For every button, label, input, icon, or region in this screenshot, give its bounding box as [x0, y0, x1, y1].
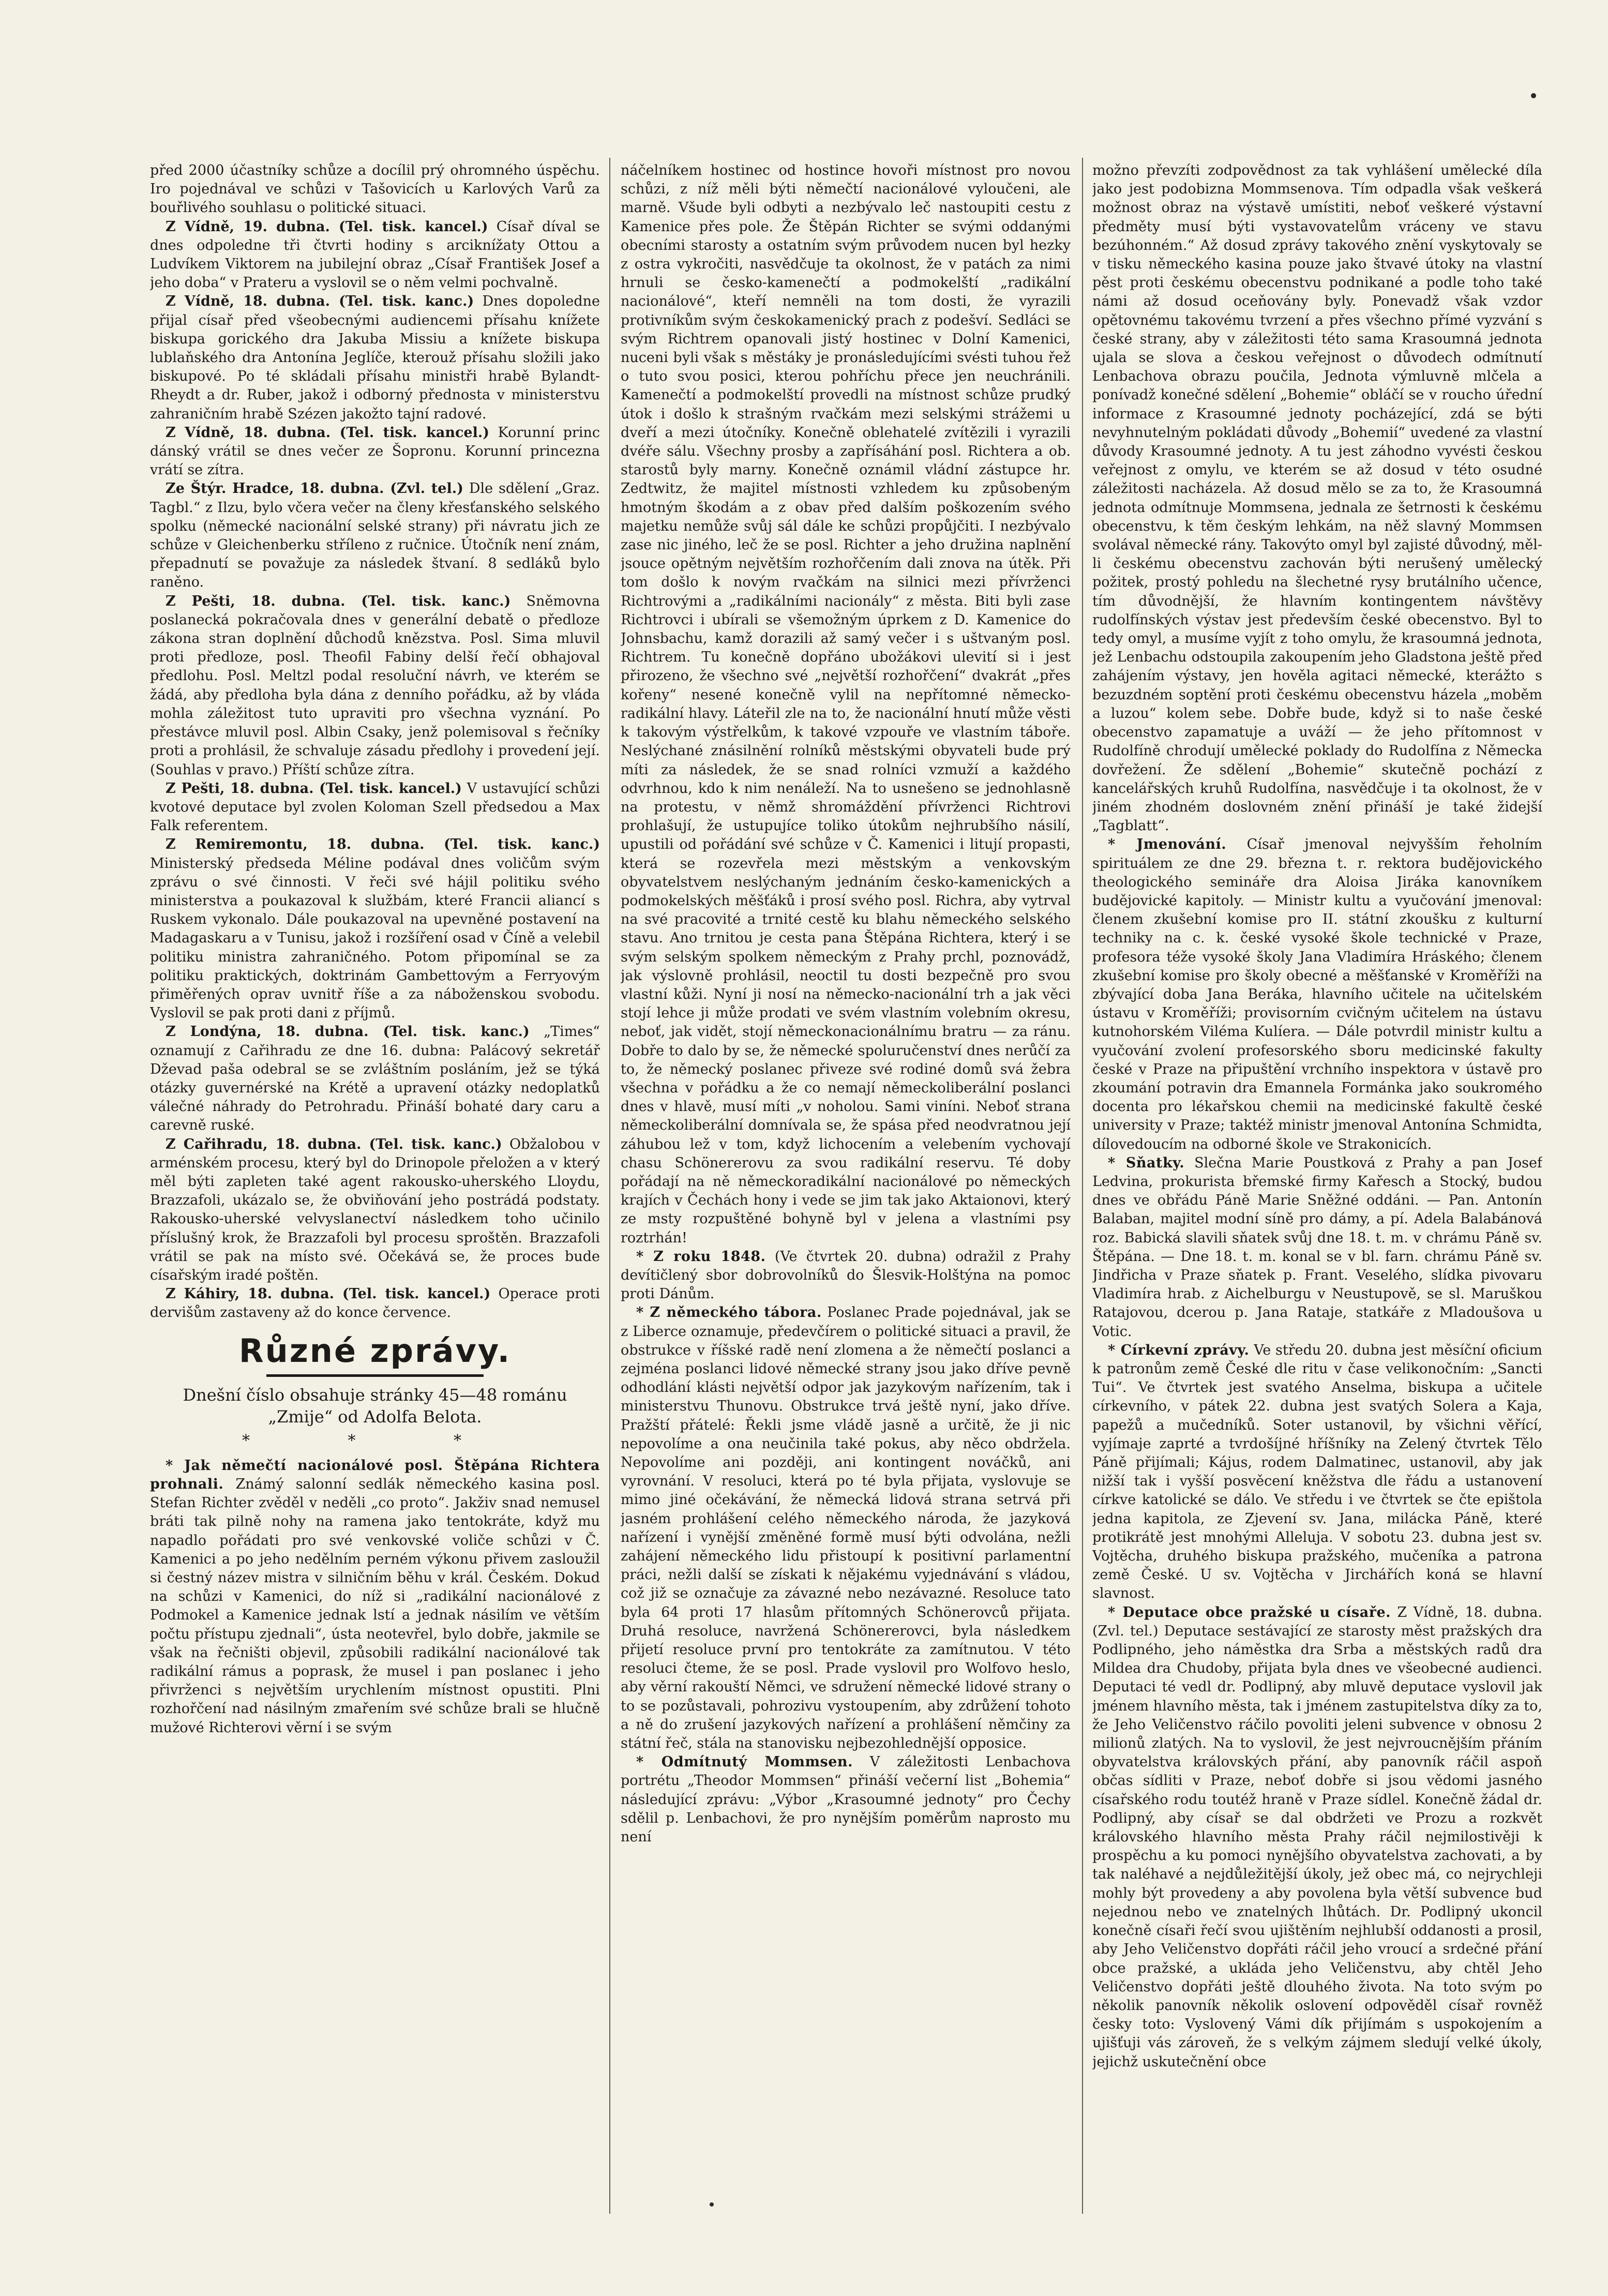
article-paragraph	[1092, 161, 1542, 835]
dateline: Z Londýna, 18. dubna. (Tel. tisk. kanc.)	[166, 1024, 530, 1040]
article-text: Z Vídně, 18. dubna. (Zvl. tel.) Deputace sestávající ze starosty měst pražských dra Podlipného, jeho náměstka dra Srba a městských radů dra Mildea dra Chudoby, přijata byla dnes ve všeobecné audienci. Deputaci té vedl dr. Podlipný, aby mluvě deputace vyslovil jak jménem hlavního města, tak i jménem zastupitelstva díky za to, že Jeho Veličenstvo ráčilo povoliti jeleni subvence v obnosu 2 milionů zlatých. Na to vyslovil, že jest nejvroucnějším přáním obyvatelstva královských přání, aby panovník ráčil aspoň občas sídliti v Praze, neboť dobře si jsou vědomi jasného císařského rodu toutéž hraně v Praze sídlel. Konečně žádal dr. Podlipný, aby císař se dal obdržeti ve Prozu a rozkvět královského hlavního města Prahy ráčil nejmilostivěji k prospěchu a ku pomoci nynějšího obyvatelstva zachovati, a by tak naléhavé a nejdůležitější úkoly, jež obec má, co nejrychleji mohly být provedeny a aby povolena byla větší subvence bud nejednou nebo ve znatelných lhůtách. Dr. Podlipný ukoncil konečně císaři řečí svou ujištěním nejhlubší oddanosti a prosil, aby Jeho Veličenstvo dopřáti ráčil jeho vroucí a srdečné přání obce pražské, a ukláda jeho Veličenstvu, aby chtěl Jeho Veličenstvo dopřáti ještě dlouhého života. Na toto svým po několik panovník několik oslovení odpověděl císař rovněž česky toto: Vyslovený Vámi dík přijímám s uspokojením a ujišťuji vás zároveň, že s velkým zájmem sledují velké úkoly, jejichž uskutečnění obce	[1092, 1604, 1542, 2070]
article-paragraph	[150, 592, 600, 779]
article-text: Dle sdělení „Graz. Tagbl.“ z Ilzu, bylo včera večer na členy křesťanského selského spolku (německé nacionální selské strany) při návratu jich ze schůze v Gleichenberku stříleno z ručnice. Útočník není znám, přepadnutí se považuje za následek štvaní. 8 sedláků bylo raněno.	[150, 481, 600, 591]
article-paragraph	[150, 218, 600, 293]
right-column	[1092, 161, 1542, 2225]
dateline: Ze Štýr. Hradce, 18. dubna. (Zvl. tel.)	[166, 481, 463, 497]
article-text: možno převzíti zodpovědnost za tak vyhlášení umělecké díla jako jest podobizna Mommsenova. Tím odpadla však veškerá možnost obraz na výstavě umístiti, neboť veškeré výstavní předměty musí býti vystavovatelům vráceny ve stavu bezúhonném.“ Až dosud zprávy takového znění vyskytovaly se v tisku německého kasina pouze jako štvavé útoky na vlastní pěst proti českému obecenstvu podnikané a podle toho také námi až dosud oceňovány byly. Ponevadž však vzdor opětovnému takovému tvrzení a přes všechno přímé vyzvání s české strany, aby v záležitosti této sama Krasoumná jednota ujala se slova a českou veřejnost o důvodech odmítnutí Lenbachova obrazu poučila, Jednota výmluvně mlčela a ponívadž konečné sdělení „Bohemie“ obláčí se v roucho úřední informace z Krasoumné jednoty pocházející, zdá se býti nevyhnutelným pokládati důvody „Bohemií“ uvedené za vlastní důvody Krasoumné jednoty. A tu jest záhodno vyvésti českou veřejnost z omylu, ve kterém se až dosud v této osudné záležitosti nacházela. Až dosud mělo se za to, že Krasoumná jednota odmítnuje Mommsena, jednala ze šetrnosti k českému obecenstvu, k těm českým lehkám, na něž slavný Mommsen svolával německé rány. Takovýto omyl byl zajisté důvodný, měl-li českému obecenstvu zachován býti nerušený umělecký požitek, prostý pohledu na šlechetné rysy brutálního učence, tím důvodnější, že hlavním kontingentem návštěvy rudolfínských výstav jest především české obecenstvo. Byl to tedy omyl, a musíme vyjít z toho omylu, že krasoumná jednota, jež Lenbachu odstoupila zakoupením jeho Gladstona ještě před zahájením výstavy, jen hověla agitaci německé, kterážto s bezuzdném soptění proti českému obecenstvu házela „moběm a luzou“ kolem sebe. Dobře bude, když si to naše české obecenstvo zapamatuje a uváží — že jeho přítomnost v Rudolfíně chrodují umělecké poklady do Rudolfína z Německa dovřežení. Že sdělení „Bohemie“ skutečně pochází z kancelářských kruhů Rudolfína, nasvědčuje i ta okolnost, že v jiném zhodném doslovném znění přináší je také židejší „Tagblatt“.	[1092, 162, 1542, 834]
left-column	[150, 161, 600, 2225]
dateline: Z Cařihradu, 18. dubna. (Tel. tisk. kanc.)	[166, 1136, 502, 1152]
article-text: Obžalobou v arménském procesu, který byl do Drinopole přeložen a v který měl býti zapleten také agent rakousko-uherského Lloydu, Brazzafoli, ukázalo se, že obviňování jeho postrádá podstaty. Rakousko-uherské velvyslanectví následkem toho učinilo příslušný krok, že Brazzafoli byl procesu sproštěn. Brazzafoli vrátil se pak na místo své. Očekává se, že proces bude císařským iradé poštěn.	[150, 1136, 600, 1283]
article-paragraph	[150, 161, 600, 218]
section-title: Různé zprávy.	[238, 1331, 512, 1370]
article-paragraph	[150, 779, 600, 836]
column-rule-1	[609, 158, 610, 2214]
article-heading: * Odmítnutý Mommsen.	[636, 1754, 853, 1770]
article-text: náčelníkem hostinec od hostince hovoři místnost pro novou schůzi, z níž měli býti němečtí nacionálové vyloučeni, ale marně. Všude byli odbyti a nezbývalo leč nastoupiti cestu z Kamenice přes pole. Že Štěpán Richter se svými oddanými obecními starosty a ostatním svým průvodem nucen byl hezky z ostra vykročiti, nasvědčuje ta okolnost, že v patách za nimi hrnuli se česko-kamenečtí a podmokelští „radikální nacionálové“, kteří nemněli na tom dosti, že vyrazili protivníkům svým českokamenický prach z podešví. Sedláci se svým Richtrem opanovali jistý hostinec v Dolní Kamenici, nuceni byli však s městáky je pronásledujícími svésti tuhou řež o tuto svou posici, kterou pohříchu přece jen neuchránili. Kamenečtí a podmokelští provedli na místnost schůze prudký útok i došlo k strašným rvačkám mezi selskými strážemi u dveří a mezi útočníky. Konečně oblehatelé zvítězili i vyrazili dvéře sálu. Všechny prosby a zapřísáhání posl. Richtera a ob. starostů byly marny. Konečně oznámil vládní zástupce hr. Zedtwitz, že majitel místnosti vzhledem ku způsobeným hmotným škodám a z obav před dalším poškozením svého majetku nemůže svůj sál dále ke schůzi propůjčiti. I nezbývalo zase nic jiného, leč že se posl. Richter a jeho družina naplnění jsouce opětným největším rozhořčením dali znova na útěk. Při tom došlo k novým rvačkám na silnici mezi přívrženci Richtrovými a „radikálními nacionály“ z města. Biti byli zase Richtrovci i ubírali se všemožným úprkem z D. Kamenice do Johnsbachu, kamž dorazili až samý večer i s uštvaným posl. Richtrem. Tu konečně dopřáno ubožákovi ulevití si i jest přirozeno, že všechno své „největší rozhořčení“ dvakrát „přes kořeny“ nesené konečně vylil na nepřítomné německo-radikální hlavy. Láteřil zle na to, že nacionální hnutí může věsti k takovým výstřelkům, k takové vzpouře ve vlastním táboře. Neslýchané znásilnění rolníků městskými obyvateli bude prý míti za následek, že se snad rolníci vzmuží a každého odvrhnou, kdo k nim nenáleží. Na to usnešeno se jednohlasně na protestu, v němž shromáždění přívrženci Richtrovi prohlašují, že ustupujíce toliko útokům nejhrubšího násilí, upustili od pořádání své schůze v Č. Kamenici i litují propasti, která se rozevřela mezi městským a venkovským obyvatelstvem neslýchaným jednáním česko-kamenických a podmokelských měšťáků i prosí svého posl. Richra, aby vytrval na své pracovité a trnité cestě ku blahu německého selského stavu. Ano trnitou je cesta pana Štěpána Richtera, který i se svým selským spolkem německým z Prahy prchl, poznovádž, jak výslovně prohlásil, neoctil tu dosti bezpečně pro svou vlastní kůži. Nyní ji nosí na německo-nacionální trh a jak věci stojí lehce ji může prodati ve svém vlastním volebním okresu, neboť, jak vidět, stojí německonacionálnímu bratru — za ránu. Dobře to dalo by se, že německé spoluručenství dnes nerůčí za to, že německý poslanec přiveze své rodiné domů svá žebra všechna v pořádku a že co nemají německoliberální poslanci dnes v hlavě, musí míti „v noholou. Sami viníni. Neboť strana německoliberální domnívala se, že spása před neodvratnou její záhubou lež v tom, když lichocením a velebením vychovají chasu Schönererovu za svou radikální reservu. Té doby pořádají na ně německoradikální nacionálové po německých krajích v Čechách hony i vede se jim tak jako Aktaionovi, který ze msty rozpuštěné bohyně byl v jelena a vlastními psy roztrhán!	[621, 162, 1071, 1246]
article-paragraph	[1092, 835, 1542, 1153]
article-text: Poslanec Prade pojednával, jak se z Liberce oznamuje, předevčírem o politické situaci a pravil, že obstrukce v říšské radě není zlomena a že němečtí poslanci a zejména poslanci lidové německé strany jsou jako dříve pevně odhodlání klásti největší odpor jak jazykovým nařízením, tak i ministerstvu Thunovu. Obstrukce trvá ještě nyní, jako dříve. Pražští přátelé: Řekli jsme vládě jasně a určitě, že ji nic nepovolíme a ona neučinila také pokus, aby něco obdržela. Nepovolíme ani později, ani kontingent nováčků, ani vyrovnání. V resoluci, která po té byla přijata, vyslovuje se mimo jiné očekávání, že německá lidová strana setrvá při jasném prohlášení celého německého národa, že jazyková nařízení i vynější změněné formě musí býti odvolána, nežli zahájení německého lidu přistoupí k positivní parlamentní práci, nežli další se získati k nějakému vyjednávání s vládou, což již se označuje za závazné nebo nezávazné. Resoluce tato byla 64 proti 17 hlasům přítomných Schönerovců přijata. Druhá resoluce, navržená Schönererovci, byla následkem přijetí resoluce první pro tentokráte za zamítnutou. V této resoluci čteme, že se posl. Prade vyslovil pro Wolfovo heslo, aby věrní rakouští Němci, ve sdružení německé lidové strany o to se pozůstavali, pohrozivu vystoupením, aby zdrůžení tohoto a ně do zrušení jazykových nařízení a prohlášení němčiny za státní řeč, stála na stanovisku nejbezohlednější opposice.	[621, 1304, 1071, 1752]
article-text: Známý salonní sedlák německého kasina posl. Stefan Richter zvěděl v neděli „co proto“. Jakživ snad nemusel bráti tak pilně nohy na ramena jako tentokráte, když mu napadlo pořádati pro své venkovské voliče schůzi v Č. Kamenici a po jeho nedělním perném výkonu přivem zasloužil si čestný název mistra v silničním běhu v král. Českém. Dokud na schůzi v Kamenici, do níž si „radikální nacionálové z Podmokel a Kamenice jednak lstí a jednak násilím ve větším počtu přístupu zjednali“, ústa neotevřel, bylo dobře, jakmile se však na řečništi objevil, způsobili radikální nacionálové tak radikální rámus a poprask, že musel i pan poslanec i jeho přivrženci s největším urychlením místnost opustiti. Plni rozhořčení nad násilným zmařením své schůze brali se hlučně mužové Richterovi věrní i se svým	[150, 1476, 600, 1736]
dateline: Z Remiremontu, 18. dubna. (Tel. tisk. kanc.)	[166, 836, 600, 853]
section-title-underline	[266, 1374, 484, 1377]
column-rule-2	[1082, 158, 1083, 2214]
article-text: před 2000 účastníky schůze a docílil prý ohromného úspěchu. Iro pojednával ve schůzi v Tašovicích u Karlových Varů za bouřlivého souhlasu o politické situaci.	[150, 162, 600, 216]
article-paragraph	[150, 424, 600, 480]
article-text: Císař díval se dnes odpoledne tři čtvrti hodiny s arciknížaty Ottou a Ludvíkem Viktorem na jubilejní obraz „Císař František Josef a jeho doba“ v Prateru a vyslovil se o něm velmi pochvalně.	[150, 218, 600, 291]
dateline: Z Vídně, 18. dubna. (Tel. tisk. kancel.)	[166, 424, 489, 441]
article-paragraph	[621, 1248, 1071, 1304]
article-text: Ministerský předseda Méline podával dnes voličům svým zprávu o své činnosti. V řeči své hájil politiku svého ministerstva a poukazoval k službám, které Francii aliancí s Ruskem vykonalo. Dále poukazoval na upevněné postavení na Madagaskaru a v Tunisu, jakož i rozšíření osad v Číně a velebil politiku ministra zahraničného. Potom připomínal se za politiku praktických, doktrinám Gambettovým a Ferryovým přiměřených oprav uvnitř říše a za náboženskou svobodu. Vyslovil se pak proti dani z příjmů.	[150, 855, 600, 1022]
article-text: V záležitosti Lenbachova portrétu „Theodor Mommsen“ přináší večerní list „Bohemia“ následující zprávu: „Výbor „Krasoumné jednoty“ pro Čechy sdělil p. Lenbachovi, že pro nynějším poměrům naprosto mu není	[621, 1754, 1071, 1845]
article-paragraph	[150, 835, 600, 1023]
dateline: Z Vídně, 18. dubna. (Tel. tisk. kanc.)	[166, 293, 474, 310]
article-paragraph	[621, 1753, 1071, 1847]
article-text: Sněmovna poslanecká pokračovala dnes v generální debatě o předloze zákona stran doplnění důchodů knězstva. Posl. Sima mluvil proti předloze, posl. Theofil Fabiny delší řečí obhajoval předlohu. Posl. Meltzl podal resoluční návrh, ve kterém se žádá, aby předloha byla dána z denního pořádku, až by vláda mohla záležitost tuto upraviti pro všechna vyznání. Po přestávce mluvil posl. Albin Csaky, jenž polemisoval s řečníky proti a prohlásil, že schvaluje zásadu předlohy i provedení její. (Souhlas v pravo.) Příští schůze zítra.	[150, 593, 600, 778]
article-text: „Times“ oznamují z Cařihradu ze dne 16. dubna: Palácový sekretář Dževad paša odebral se se zvláštním posláním, jež se týká otázky guvernérské na Krétě a upravení otázky nedoplatků válečné náhrady do Petrohradu. Přináší bohaté dary caru a carevně ruské.	[150, 1024, 600, 1134]
middle-column	[621, 161, 1071, 2225]
article-paragraph	[150, 479, 600, 592]
article-heading: * Z německého tábora.	[636, 1304, 822, 1321]
dateline: Z Vídně, 19. dubna. (Tel. tisk. kancel.)	[166, 218, 488, 235]
dateline: Z Pešti, 18. dubna. (Tel. tisk. kanc.)	[166, 593, 511, 609]
article-heading: * Jmenování.	[1108, 836, 1227, 853]
article-paragraph	[1092, 1341, 1542, 1603]
article-heading: * Církevní zprávy.	[1108, 1342, 1250, 1358]
article-text: (Ve čtvrtek 20. dubna) odražil z Prahy devítičlený sbor dobrovolníků do Šlesvik-Holštýna na pomoc proti Dánům.	[621, 1248, 1071, 1302]
article-text: Slečna Marie Poustková z Prahy a pan Josef Ledvina, prokurista břemské firmy Kařesch a Stocký, budou dnes ve obřádu Páně Marie Sněžné oddáni. — Pan. Antonín Balaban, majitel modní síně pro dámy, a pí. Adela Balabánová roz. Babická slavili sňatek svůj dne 18. t. m. v chrámu Páně sv. Štěpána. — Dne 18. t. m. konal se v bl. farn. chrámu Páně sv. Jindřicha v Praze sňatek p. Frant. Veselého, slídka pivovaru Vladimíra hrab. z Aichelburgu v Neustupově, se sl. Maruškou Ratajovou, dcerou p. Jana Rataje, statkáře z Mladoušova u Votic.	[1092, 1154, 1542, 1340]
scan-speck	[710, 2202, 714, 2207]
article-paragraph	[621, 161, 1071, 1248]
article-paragraph	[1092, 1154, 1542, 1341]
article-paragraph	[1092, 1603, 1542, 2072]
article-paragraph	[150, 1135, 600, 1285]
article-heading: * Jak němečtí nacionálové posl. Štěpána Richtera prohnali.	[150, 1457, 600, 1492]
dateline: Z Pešti, 18. dubna. (Tel. tisk. kancel.)	[166, 780, 462, 797]
article-heading: * Deputace obce pražské u císaře.	[1108, 1604, 1391, 1620]
article-text: Císař jmenoval nejvyšším řeholním spirituálem ze dne 29. března t. r. rektora budějovického theologického semináře dra Aloisa Jiráka kanovníkem budějovické kapitoly. — Ministr kultu a vyučování jmenoval: členem zkušební komise pro II. státní zkoušku z kulturní techniky na c. k. české vysoké škole technické v Praze, profesora téže vysoké školy Jana Vladimíra Hráského; členem zkušební komise pro školy obecné a měšťanské v Kroměříži na zbývající doba Jana Beráka, hlavního učitele na učitelském ústavu v Kroměříži; provisorním cvičným učitelem na ústavu kutnohorském Viléma Kulíera. — Dále potvrdil ministr kultu a vyučování zvolení profesorského sboru medicinské fakulty české v Praze na připuštění vrchního inspektora v ústavě pro zkoumání potravin dra Emannela Formánka jako soukromého docenta pro lékařskou chemii na medicinské fakultě české university v Praze; taktéž ministr jmenoval Antonína Schmidta, dílovedoucím na odborné škole ve Strakonicích.	[1092, 836, 1542, 1152]
article-paragraph	[150, 1023, 600, 1135]
article-text: Dnes dopoledne přijal císař před všeobecnými audiencemi přísahu knížete biskupa gorického dra Jakuba Missiu a knížete biskupa lublaňského dra Antonína Jeglíče, kterouž přísahu složili jako biskupové. Po té skládali přísahu ministři hrabě Bylandt-Rheydt a dr. Ruber, jakož i odborný přednosta v ministerstvu zahraničním hrabě Szézen jakožto tajní radové.	[150, 293, 600, 422]
dateline: Z Káhiry, 18. dubna. (Tel. tisk. kancel.)	[166, 1286, 491, 1302]
article-text: Korunní princ dánský vrátil se dnes večer ze Šopronu. Korunní princezna vrátí se zítra.	[150, 424, 600, 478]
article-paragraph	[150, 1285, 600, 1322]
article-text: Operace proti dervišům zastaveny až do konce července.	[150, 1286, 600, 1321]
article-paragraph	[621, 1303, 1071, 1753]
novel-notice: Dnešní číslo obsahuje stránky 45—48 románu „Zmije“ od Adolfa Belota.	[183, 1385, 567, 1427]
article-heading: * Z roku 1848.	[636, 1248, 766, 1265]
article-text: Ve středu 20. dubna jest měsíční oficium k patronům země České dle ritu v čase velikonočním: „Sancti Tui“. Ve čtvrtek jest svatého Anselma, biskupa a učitele církevního, v pátek 22. dubna jest svatých Solera a Kaja, papežů a mučedníků. Soter ustanovil, by všichni věřící, vyjímaje zaprté a tvrdošíjné hříšníky na Zelený čtvrtek Tělo Páně přijímali; Kájus, rodem Dalmatinec, ustanovil, aby jak nižší tak i vyšší posvěcení kněžstva dle řádu a ustanovení církve katolické se dálo. Ve středu i ve čtvrtek se čte epištola jedna kapitola, ze Zjevení sv. Jana, milácka Páně, které protikrátě jest mnohými Alleluja. V sobotu 23. dubna jest sv. Vojtěcha, druhého biskupa pražského, mučeníka a patrona země České. U sv. Vojtěcha v Jirchářích koná se hlavní slavnost.	[1092, 1342, 1542, 1602]
article-heading: * Sňatky.	[1108, 1154, 1185, 1171]
article-paragraph	[150, 1457, 600, 1737]
article-text: V ustavující schůzi kvotové deputace byl zvolen Koloman Szell předsedou a Max Falk referentem.	[150, 780, 600, 834]
scan-speck	[1531, 93, 1536, 98]
section-stars: * * *	[242, 1431, 508, 1450]
article-paragraph	[150, 292, 600, 423]
